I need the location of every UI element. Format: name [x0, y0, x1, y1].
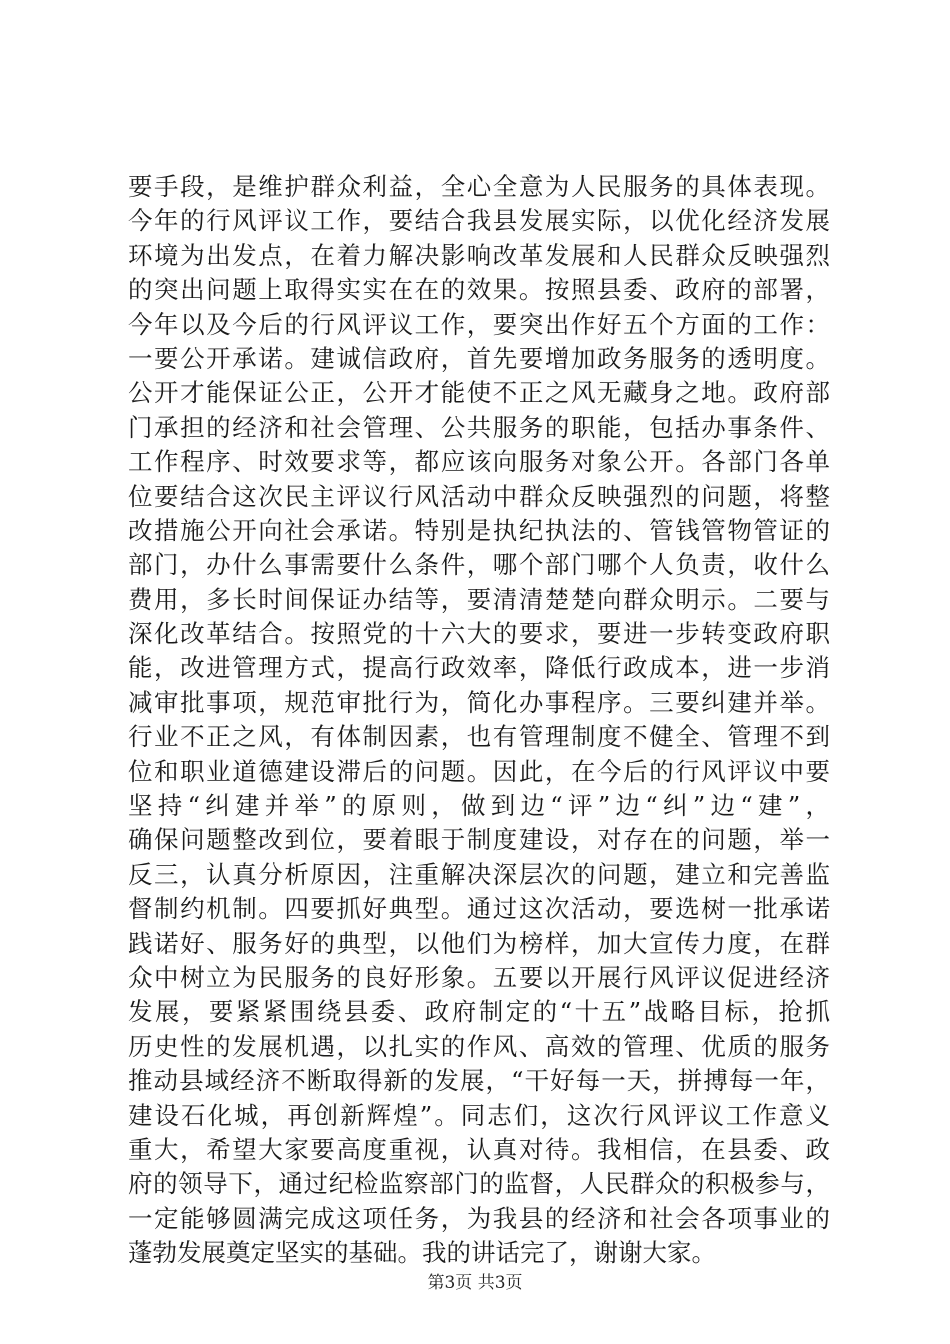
text-line: 建设石化城，再创新辉煌”。同志们，这次行风评议工作意义 [128, 1100, 830, 1130]
text-line: 重大，希望大家要高度重视，认真对待。我相信，在县委、政 [128, 1134, 830, 1164]
body-text [128, 170, 830, 1271]
text-line: 位和职业道德建设滞后的问题。因此，在今后的行风评议中要 [128, 756, 830, 786]
text-line: 要手段，是维护群众利益，全心全意为人民服务的具体表现。 [128, 172, 830, 201]
text-line: 反三，认真分析原因，注重解决深层次的问题，建立和完善监 [128, 859, 830, 889]
text-line: 发展，要紧紧围绕县委、政府制定的“十五”战略目标，抢抓 [128, 997, 830, 1027]
text-line: 蓬勃发展奠定坚实的基础。我的讲话完了，谢谢大家。 [128, 1238, 716, 1268]
text-line: 推动县域经济不断取得新的发展，“干好每一天，拼搏每一年， [128, 1066, 830, 1096]
text-line: 众中树立为民服务的良好形象。五要以开展行风评议促进经济 [128, 962, 830, 992]
text-line: 减审批事项，规范审批行为，简化办事程序。三要纠建并举。 [128, 687, 830, 717]
text-line: 今年以及今后的行风评议工作，要突出作好五个方面的工作： [128, 309, 830, 339]
text-line: 确保问题整改到位，要着眼于制度建设，对存在的问题，举一 [128, 825, 830, 855]
text-line: 督制约机制。四要抓好典型。通过这次活动，要选树一批承诺 [128, 894, 830, 924]
text-line: 行业不正之风，有体制因素，也有管理制度不健全、管理不到 [128, 722, 830, 752]
text-line: 坚持“纠建并举”的原则，做到边“评”边“纠”边“建”， [128, 791, 830, 821]
text-line: 的突出问题上取得实实在在的效果。按照县委、政府的部署， [128, 275, 830, 305]
text-line: 今年的行风评议工作，要结合我县发展实际，以优化经济发展 [128, 206, 830, 236]
text-line: 深化改革结合。按照党的十六大的要求，要进一步转变政府职 [128, 619, 830, 649]
text-line: 一要公开承诺。建诚信政府，首先要增加政务服务的透明度。 [128, 343, 830, 373]
page-footer: 第3页 共3页 [427, 1273, 523, 1293]
text-line: 部门，办什么事需要什么条件，哪个部门哪个人负责，收什么 [128, 550, 830, 580]
text-line: 府的领导下，通过纪检监察部门的监督，人民群众的积极参与， [128, 1169, 830, 1199]
text-line: 一定能够圆满完成这项任务，为我县的经济和社会各项事业的 [128, 1203, 830, 1233]
text-line: 践诺好、服务好的典型，以他们为榜样，加大宣传力度，在群 [128, 928, 830, 958]
text-line: 改措施公开向社会承诺。特别是执纪执法的、管钱管物管证的 [128, 515, 830, 545]
text-line: 能，改进管理方式，提高行政效率，降低行政成本，进一步消 [128, 653, 830, 683]
text-line: 门承担的经济和社会管理、公共服务的职能，包括办事条件、 [128, 412, 830, 442]
text-line: 公开才能保证公正，公开才能使不正之风无藏身之地。政府部 [128, 378, 830, 408]
text-line: 工作程序、时效要求等，都应该向服务对象公开。各部门各单 [128, 447, 830, 477]
text-line: 历史性的发展机遇，以扎实的作风、高效的管理、优质的服务 [128, 1031, 830, 1061]
text-line: 位要结合这次民主评议行风活动中群众反映强烈的问题，将整 [128, 481, 830, 511]
text-line: 费用，多长时间保证办结等，要清清楚楚向群众明示。二要与 [128, 584, 830, 614]
text-line: 环境为出发点，在着力解决影响改革发展和人民群众反映强烈 [128, 240, 830, 270]
